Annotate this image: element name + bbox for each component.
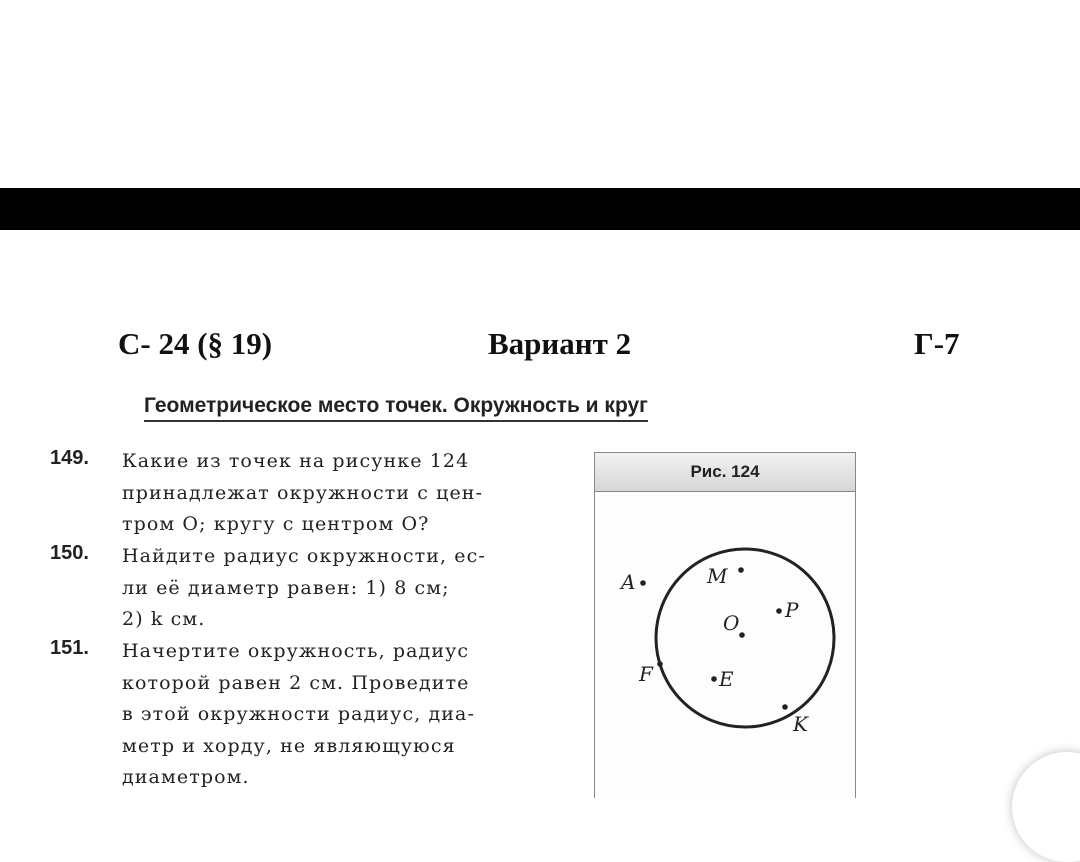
point-p-dot xyxy=(776,608,782,614)
point-label-p: P xyxy=(785,598,799,622)
task-text xyxy=(122,446,562,541)
task-line: ли её диаметр равен: 1) 8 см; xyxy=(122,576,450,599)
topic-heading: Геометрическое место точек. Окружность и круг xyxy=(144,394,648,422)
figure-124 xyxy=(594,452,856,798)
figure-caption: Рис. 124 xyxy=(595,453,855,492)
section-code: С- 24 (§ 19) xyxy=(118,326,273,361)
task-line: 2) k см. xyxy=(122,608,206,630)
task-line: принадлежат окружности с цен- xyxy=(122,481,484,504)
point-label-k: K xyxy=(793,712,808,736)
task-line: Начертите окружность, радиус xyxy=(122,640,470,662)
point-m-dot xyxy=(738,567,744,573)
point-label-a: A xyxy=(621,570,636,594)
task-line: метр и хорду, не являющуюся xyxy=(122,734,456,757)
point-k-dot xyxy=(782,704,788,710)
variant-title: Вариант 2 xyxy=(488,326,632,361)
point-label-o: O xyxy=(723,611,740,635)
task-number: 149. xyxy=(50,447,89,469)
group-code: Г-7 xyxy=(914,326,960,361)
task-number: 151. xyxy=(50,637,89,659)
task-text xyxy=(122,541,562,636)
task-line: диаметром. xyxy=(122,766,250,788)
point-o-dot xyxy=(739,632,745,638)
task-line: тром O; кругу с центром O? xyxy=(122,513,430,535)
point-e-dot xyxy=(711,676,717,682)
circle-diagram xyxy=(595,453,855,798)
point-f-dot xyxy=(657,661,663,667)
point-label-e: E xyxy=(719,667,734,691)
task-line: Какие из точек на рисунке 124 xyxy=(122,450,470,472)
floating-action-circle[interactable] xyxy=(1012,752,1080,862)
point-a-dot xyxy=(640,580,646,586)
task-number: 150. xyxy=(50,542,89,564)
task-line: в этой окружности радиус, диа- xyxy=(122,703,475,725)
task-text xyxy=(122,636,562,794)
point-label-f: F xyxy=(639,662,653,686)
task-line: которой равен 2 см. Проведите xyxy=(122,671,470,694)
circle-outline xyxy=(656,549,834,727)
top-black-bar xyxy=(0,188,1080,230)
point-label-m: M xyxy=(707,564,728,588)
task-line: Найдите радиус окружности, ес- xyxy=(122,545,486,567)
